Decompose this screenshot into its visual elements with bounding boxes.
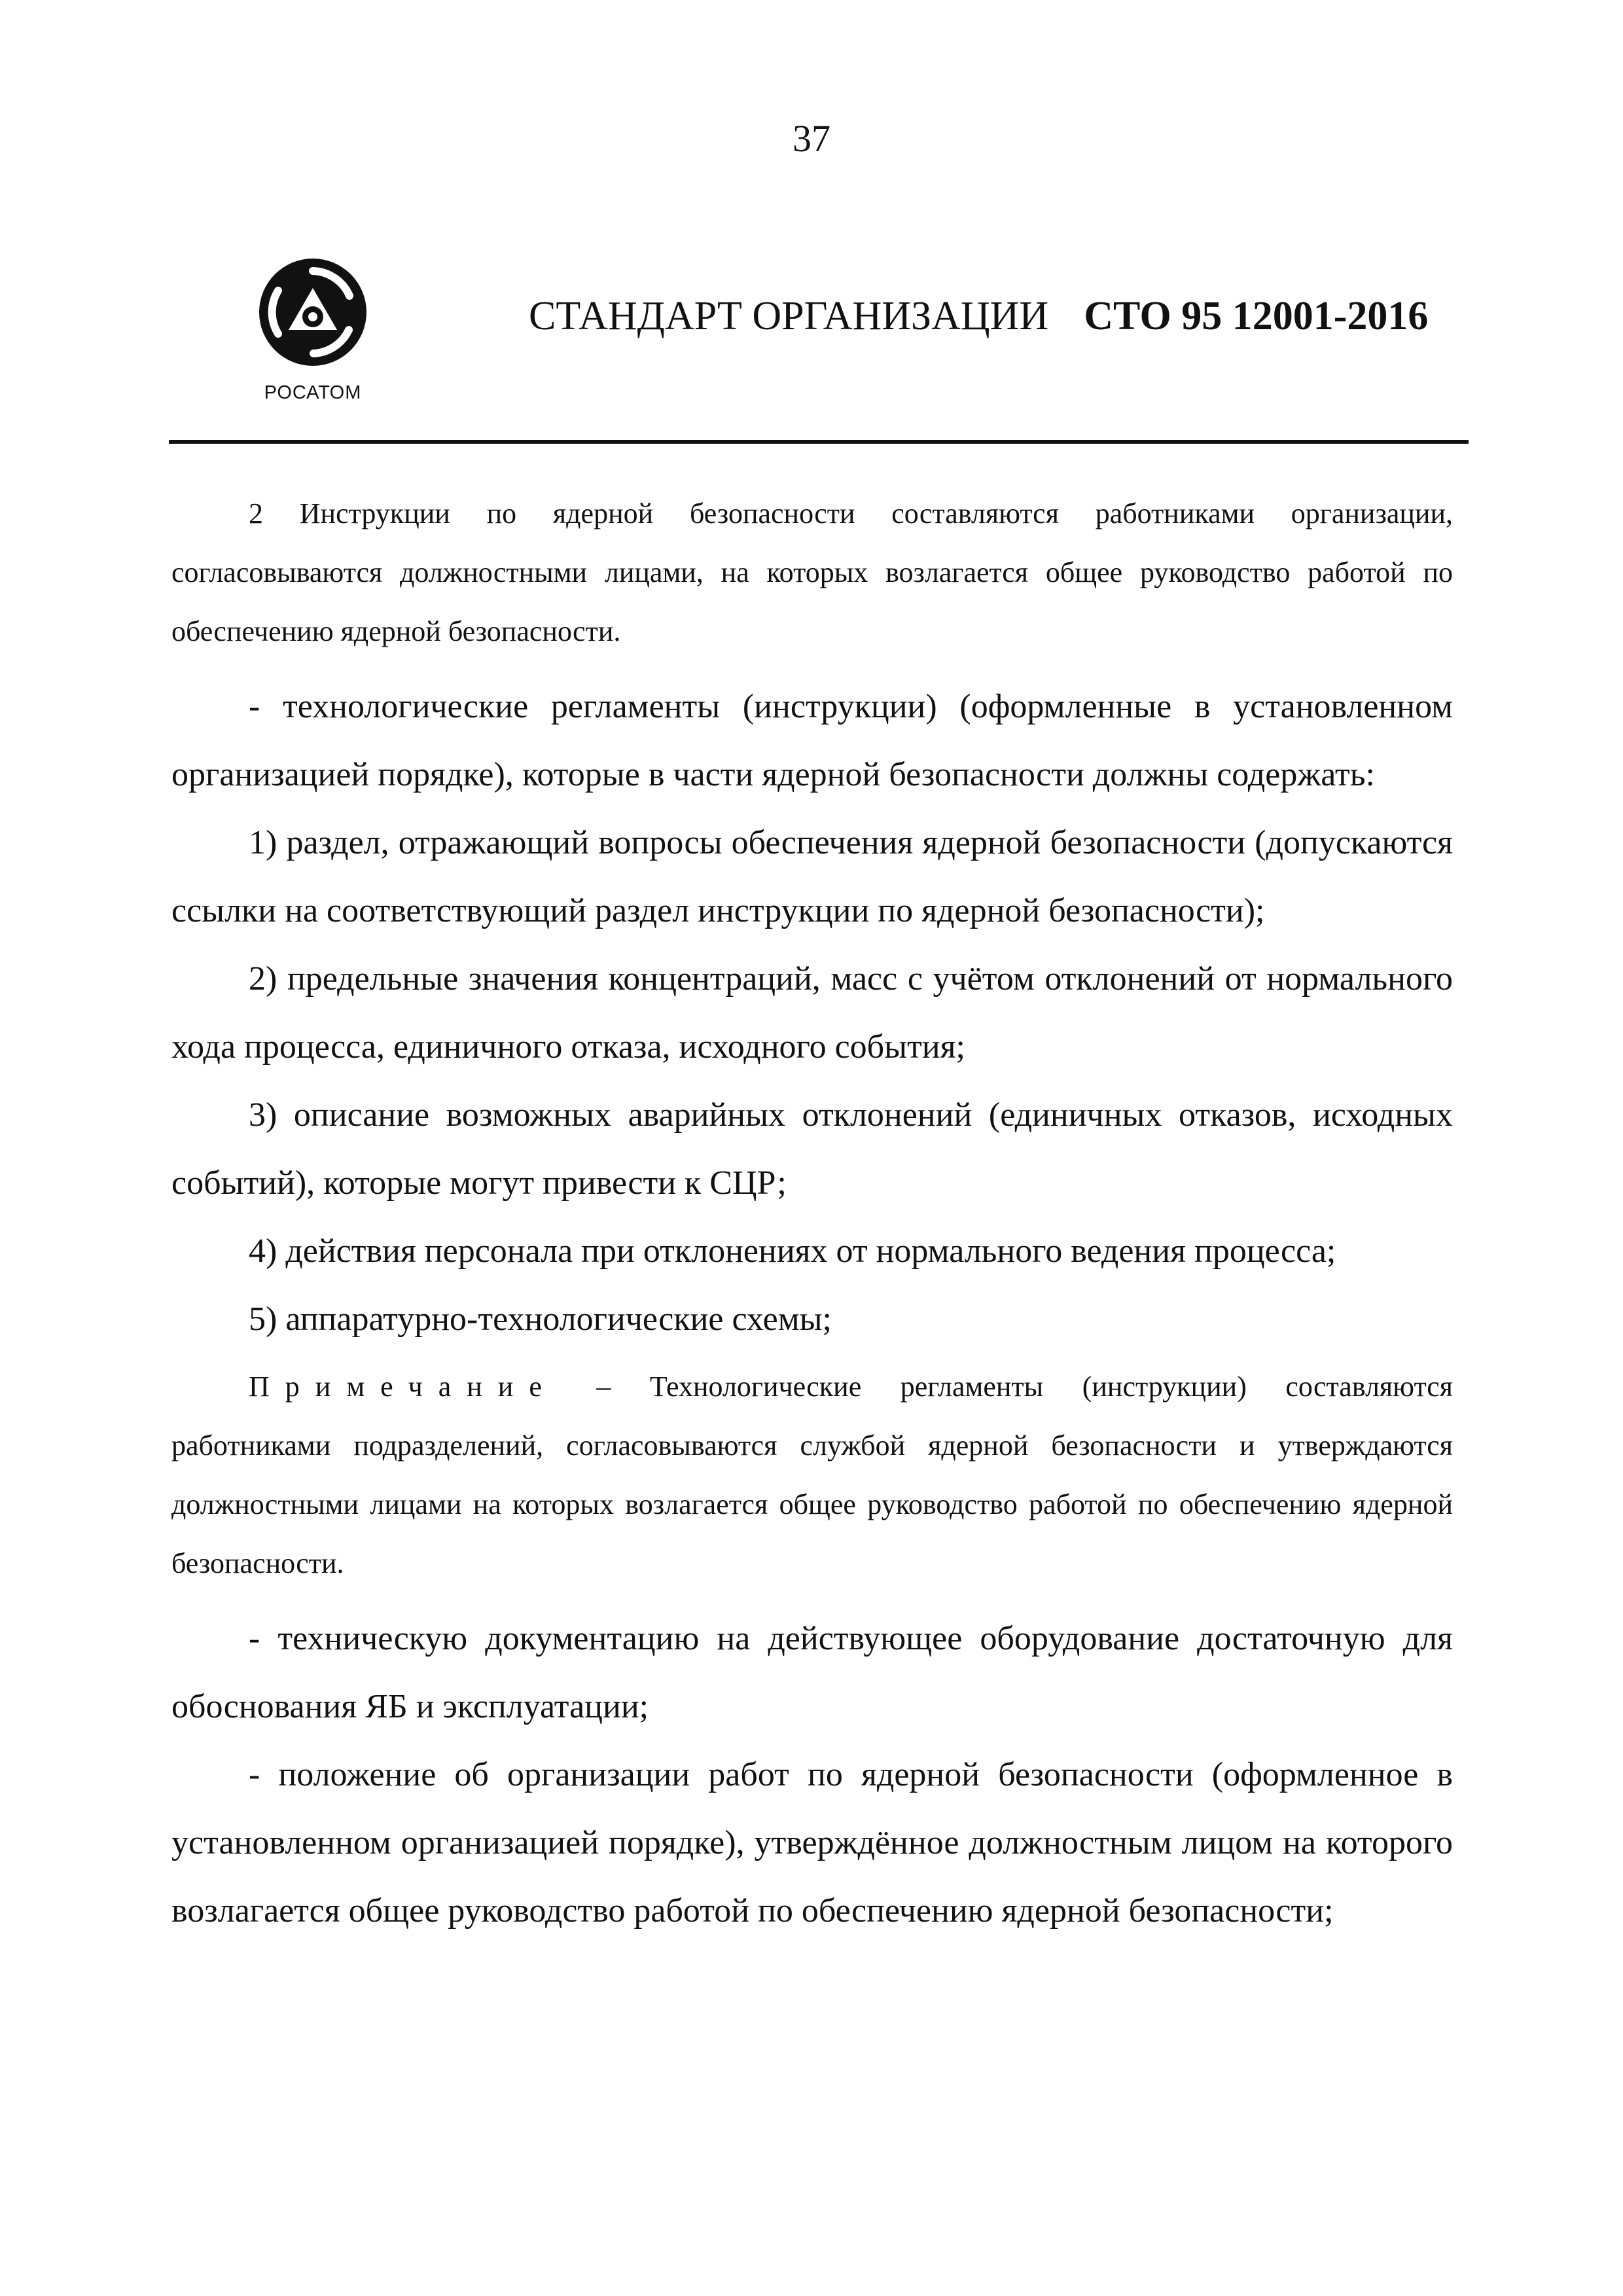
note-paragraph (171, 1357, 1453, 1593)
bullet-regulation-provision: - положение об организации работ по ядерной безопасности (оформленное в установленном организацией порядке), утверждённое должностным лицом на которого возлагается общее руководство работой по обеспечению ядерной безопасности; (171, 1756, 1453, 1929)
list-item-1: 1) раздел, отражающий вопросы обеспечения ядерной безопасности (допускаются ссылки на соответствующий раздел инструкции по ядерной безопасности); (171, 824, 1453, 929)
rosatom-emblem-icon (257, 257, 368, 368)
rosatom-logo (254, 257, 372, 404)
header-title: СТАНДАРТ ОРГАНИЗАЦИИ (529, 294, 1049, 338)
header-divider (169, 440, 1469, 444)
page-number: 37 (793, 117, 830, 160)
note-text: – Технологические регламенты (инструкции) составляются работниками подразделений, согласовываются службой ядерной безопасности и утверждаются должностными лицами на которых возлагается общее руководство работой по обеспечению ядерной безопасности. (171, 1371, 1453, 1579)
document-header (529, 293, 1428, 340)
list-item-3: 3) описание возможных аварийных отклонений (единичных отказов, исходных событий), которые могут привести к СЦР; (171, 1096, 1453, 1202)
list-item-2: 2) предельные значения концентраций, масс с учётом отклонений от нормального хода процесса, единичного отказа, исходного события; (171, 960, 1453, 1066)
standard-code: СТО 95 12001-2016 (1084, 294, 1429, 338)
logo-caption: РОСАТОМ (264, 382, 362, 403)
list-item-5: 5) аппаратурно-технологические схемы; (249, 1300, 832, 1338)
document-body (171, 484, 1453, 1945)
note-label: Примечание (249, 1371, 558, 1403)
bullet-regulations: - технологические регламенты (инструкции) (оформленные в установленном организацией порядке), которые в части ядерной безопасности должны содержать: (171, 688, 1453, 793)
paragraph-instructions: 2 Инструкции по ядерной безопасности составляются работниками организации, согласовываются должностными лицами, на которых возлагается общее руководство работой по обеспечению ядерной безопасности. (171, 497, 1453, 647)
bullet-technical-docs: - техническую документацию на действующее оборудование достаточную для обоснования ЯБ и эксплуатации; (171, 1620, 1453, 1725)
list-item-4: 4) действия персонала при отклонениях от нормального ведения процесса; (249, 1232, 1336, 1270)
